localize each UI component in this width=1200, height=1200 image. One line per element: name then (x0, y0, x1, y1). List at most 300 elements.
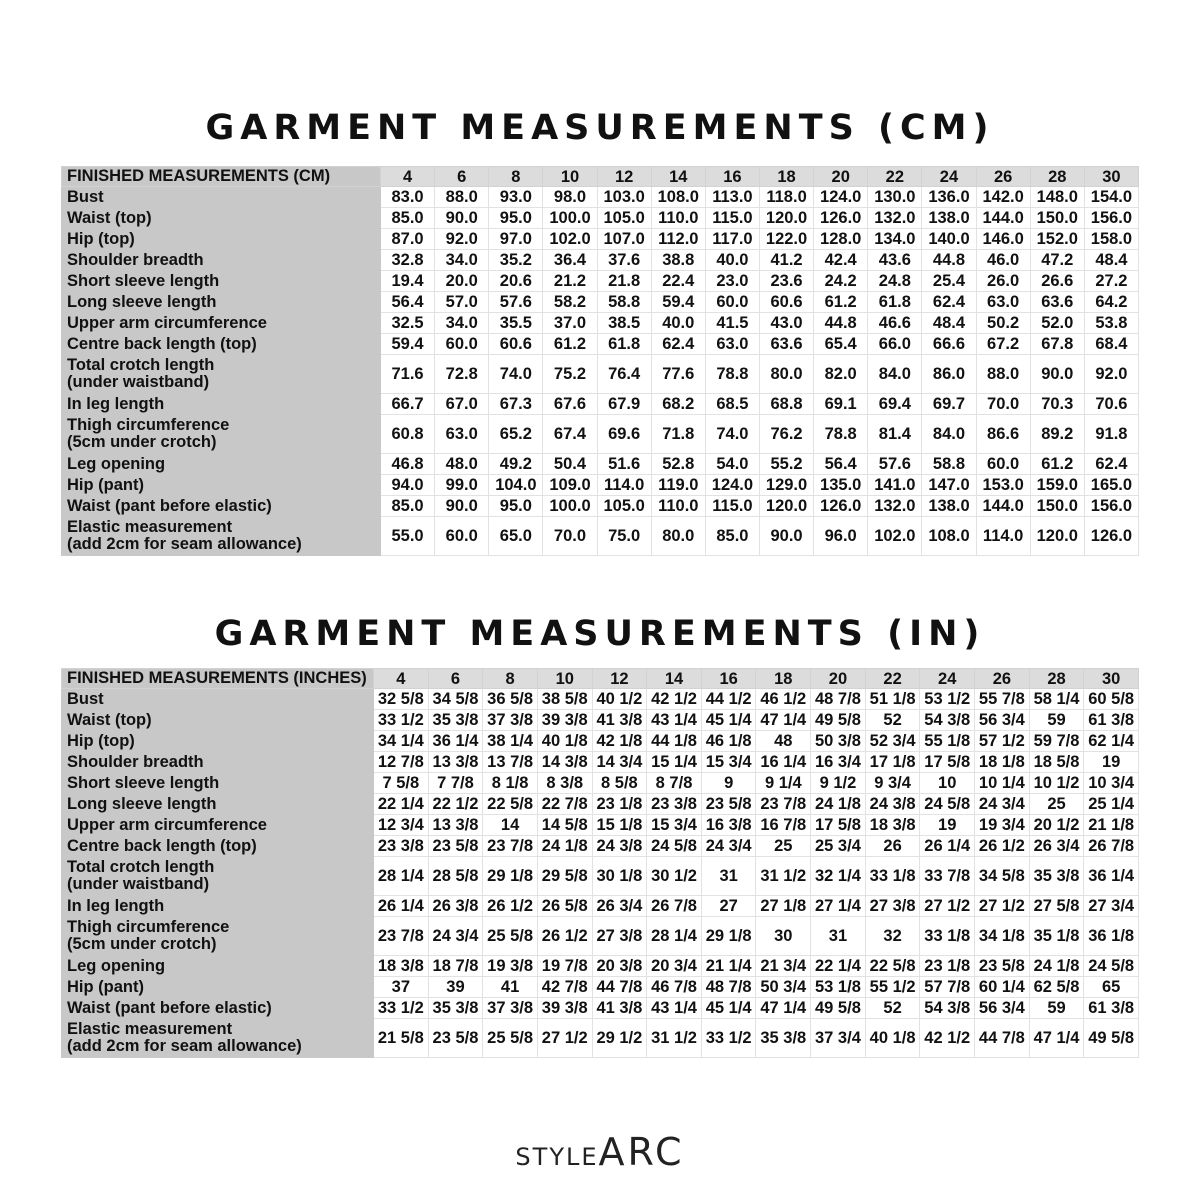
measurement-cell: 61.8 (597, 334, 651, 355)
measurement-cell: 22 5/8 (865, 956, 920, 977)
measurement-cell: 70.3 (1030, 394, 1084, 415)
measurement-cell: 136.0 (922, 187, 976, 208)
measurement-cell: 15 3/4 (647, 815, 702, 836)
measurement-cell: 118.0 (759, 187, 813, 208)
measurement-cell: 68.2 (651, 394, 705, 415)
measurement-cell: 7 5/8 (374, 773, 429, 794)
measurement-cell: 26 1/2 (975, 836, 1030, 857)
measurement-cell: 27 3/8 (865, 896, 920, 917)
row-label (62, 517, 381, 556)
measurement-cell: 28 5/8 (428, 857, 483, 896)
measurement-cell: 44 1/2 (701, 689, 756, 710)
measurement-cell: 122.0 (759, 229, 813, 250)
measurement-cell: 37.0 (543, 313, 597, 334)
measurement-cell: 44 7/8 (975, 1019, 1030, 1058)
measurement-cell: 60.6 (489, 334, 543, 355)
measurement-cell: 21 3/4 (756, 956, 811, 977)
measurement-cell: 68.8 (759, 394, 813, 415)
row-label (62, 836, 374, 857)
measurement-cell: 42 1/2 (920, 1019, 975, 1058)
measurement-cell: 37 (374, 977, 429, 998)
row-label (62, 208, 381, 229)
table-row (62, 998, 1139, 1019)
measurement-cell: 40 1/8 (865, 1019, 920, 1058)
measurement-cell: 26.0 (976, 271, 1030, 292)
measurement-cell: 20 3/8 (592, 956, 647, 977)
table-row (62, 415, 1139, 454)
size-header-cell: 12 (592, 669, 647, 689)
measurement-cell: 25.4 (922, 271, 976, 292)
row-label (62, 956, 374, 977)
measurement-cell: 96.0 (814, 517, 868, 556)
measurement-cell: 33 1/2 (701, 1019, 756, 1058)
size-header-cell: 22 (865, 669, 920, 689)
measurement-cell: 23 1/8 (920, 956, 975, 977)
measurement-cell: 33 1/8 (865, 857, 920, 896)
measurement-cell: 31 (811, 917, 866, 956)
measurement-cell: 124.0 (814, 187, 868, 208)
measurement-cell: 56 3/4 (975, 710, 1030, 731)
measurement-cell: 19 (920, 815, 975, 836)
measurement-cell: 21 5/8 (374, 1019, 429, 1058)
measurement-cell: 50 3/8 (811, 731, 866, 752)
measurement-cell: 52 3/4 (865, 731, 920, 752)
row-label-subtext: (add 2cm for seam allowance) (67, 535, 302, 553)
measurement-cell: 31 1/2 (756, 857, 811, 896)
measurement-cell: 74.0 (705, 415, 759, 454)
measurement-cell: 117.0 (705, 229, 759, 250)
row-label-text: Hip (top) (67, 731, 135, 750)
measurement-cell: 38.8 (651, 250, 705, 271)
measurement-cell: 27 1/8 (756, 896, 811, 917)
row-label-subtext: (add 2cm for seam allowance) (67, 1037, 302, 1055)
row-label-subtext: (under waistband) (67, 373, 210, 391)
measurement-cell: 26 1/4 (920, 836, 975, 857)
measurement-cell: 31 1/2 (647, 1019, 702, 1058)
measurement-cell: 61 3/8 (1084, 998, 1139, 1019)
table-row (62, 355, 1139, 394)
measurement-cell: 40 1/8 (537, 731, 592, 752)
measurement-cell: 99.0 (435, 475, 489, 496)
measurement-cell: 8 3/8 (537, 773, 592, 794)
measurement-cell: 8 1/8 (483, 773, 538, 794)
measurement-cell: 36 1/8 (1084, 917, 1139, 956)
measurement-cell: 132.0 (868, 496, 922, 517)
measurement-cell: 86.0 (922, 355, 976, 394)
measurement-cell: 120.0 (1030, 517, 1084, 556)
measurement-cell: 28 1/4 (374, 857, 429, 896)
measurement-cell: 52 (865, 710, 920, 731)
measurement-cell: 144.0 (976, 208, 1030, 229)
table-row (62, 710, 1139, 731)
measurement-cell: 24 3/8 (592, 836, 647, 857)
measurement-cell: 66.6 (922, 334, 976, 355)
measurement-cell: 25 3/4 (811, 836, 866, 857)
measurement-cell: 60.6 (759, 292, 813, 313)
row-label-text: In leg length (67, 394, 165, 413)
measurement-cell: 57.6 (868, 454, 922, 475)
measurement-cell: 115.0 (705, 496, 759, 517)
measurement-cell: 36 5/8 (483, 689, 538, 710)
measurement-cell: 26 5/8 (537, 896, 592, 917)
measurement-cell: 110.0 (651, 496, 705, 517)
measurement-cell: 29 1/2 (592, 1019, 647, 1058)
measurement-cell: 34 5/8 (975, 857, 1030, 896)
row-label-text: Short sleeve length (67, 271, 220, 290)
measurement-cell: 50.4 (543, 454, 597, 475)
measurement-cell: 24 5/8 (920, 794, 975, 815)
measurement-cell: 124.0 (705, 475, 759, 496)
measurement-cell: 78.8 (814, 415, 868, 454)
row-label (62, 415, 381, 454)
measurement-cell: 57.6 (489, 292, 543, 313)
row-label (62, 689, 374, 710)
measurement-cell: 9 3/4 (865, 773, 920, 794)
measurement-cell: 7 7/8 (428, 773, 483, 794)
measurement-cell: 29 1/8 (483, 857, 538, 896)
measurement-cell: 126.0 (814, 208, 868, 229)
table-row (62, 773, 1139, 794)
measurement-cell: 42 1/2 (647, 689, 702, 710)
measurement-cell: 45 1/4 (701, 710, 756, 731)
measurement-cell: 24.8 (868, 271, 922, 292)
row-label-text: Hip (pant) (67, 475, 144, 494)
measurement-cell: 58.8 (597, 292, 651, 313)
row-label-text: Long sleeve length (67, 794, 217, 813)
size-header-cell: 10 (543, 167, 597, 187)
measurement-cell: 113.0 (705, 187, 759, 208)
measurement-cell: 52.8 (651, 454, 705, 475)
measurement-cell: 37 3/8 (483, 710, 538, 731)
measurement-cell: 25 5/8 (483, 917, 538, 956)
size-header-cell: 20 (811, 669, 866, 689)
measurement-cell: 55 1/2 (865, 977, 920, 998)
size-header-cell: 26 (975, 669, 1030, 689)
measurement-cell: 32.5 (381, 313, 435, 334)
measurement-cell: 16 1/4 (756, 752, 811, 773)
measurement-cell: 10 3/4 (1084, 773, 1139, 794)
measurement-cell: 18 3/8 (865, 815, 920, 836)
measurement-cell: 55 7/8 (975, 689, 1030, 710)
measurement-cell: 153.0 (976, 475, 1030, 496)
measurement-cell: 156.0 (1084, 496, 1138, 517)
measurement-cell: 48 7/8 (811, 689, 866, 710)
measurement-cell: 67.4 (543, 415, 597, 454)
measurement-cell: 120.0 (759, 496, 813, 517)
measurement-cell: 130.0 (868, 187, 922, 208)
row-label (62, 187, 381, 208)
measurement-cell: 18 5/8 (1029, 752, 1084, 773)
measurement-cell: 62.4 (922, 292, 976, 313)
measurement-cell: 26 1/4 (374, 896, 429, 917)
measurement-cell: 26 3/8 (428, 896, 483, 917)
measurement-cell: 67.2 (976, 334, 1030, 355)
measurement-cell: 61.8 (868, 292, 922, 313)
measurement-cell: 88.0 (976, 355, 1030, 394)
cm-section-title: GARMENT MEASUREMENTS (CM) (205, 108, 995, 148)
measurement-cell: 141.0 (868, 475, 922, 496)
measurement-cell: 60.0 (435, 517, 489, 556)
table-row (62, 836, 1139, 857)
measurement-cell: 33 7/8 (920, 857, 975, 896)
measurement-cell: 90.0 (435, 496, 489, 517)
measurement-cell: 19 7/8 (537, 956, 592, 977)
measurement-cell: 21 1/8 (1084, 815, 1139, 836)
row-label (62, 998, 374, 1019)
measurement-cell: 147.0 (922, 475, 976, 496)
measurement-cell: 47 1/4 (1029, 1019, 1084, 1058)
measurement-cell: 63.0 (435, 415, 489, 454)
measurement-cell: 46.8 (381, 454, 435, 475)
measurement-cell: 33 1/8 (920, 917, 975, 956)
row-label (62, 815, 374, 836)
measurement-cell: 14 5/8 (537, 815, 592, 836)
size-header-cell: 28 (1030, 167, 1084, 187)
measurement-cell: 48 7/8 (701, 977, 756, 998)
measurement-cell: 80.0 (759, 355, 813, 394)
measurement-cell: 16 7/8 (756, 815, 811, 836)
row-label-text: Waist (pant before elastic) (67, 998, 272, 1017)
measurement-cell: 23 1/8 (592, 794, 647, 815)
measurement-cell: 129.0 (759, 475, 813, 496)
measurement-cell: 39 3/8 (537, 998, 592, 1019)
measurement-cell: 60.0 (435, 334, 489, 355)
measurement-cell: 42 7/8 (537, 977, 592, 998)
row-label-text: In leg length (67, 896, 165, 915)
size-header-cell: 26 (976, 167, 1030, 187)
measurement-cell: 15 1/8 (592, 815, 647, 836)
measurement-cell: 63.0 (705, 334, 759, 355)
measurement-cell: 21.8 (597, 271, 651, 292)
measurement-cell: 12 3/4 (374, 815, 429, 836)
measurement-cell: 48.4 (922, 313, 976, 334)
measurement-cell: 76.4 (597, 355, 651, 394)
measurement-cell: 13 7/8 (483, 752, 538, 773)
measurement-cell: 52 (865, 998, 920, 1019)
table-row (62, 815, 1139, 836)
measurement-cell: 24 3/8 (865, 794, 920, 815)
measurement-cell: 95.0 (489, 496, 543, 517)
measurement-cell: 25 (1029, 794, 1084, 815)
measurement-cell: 24 1/8 (537, 836, 592, 857)
measurement-cell: 92.0 (1084, 355, 1138, 394)
measurement-cell: 32 1/4 (811, 857, 866, 896)
row-label (62, 917, 374, 956)
measurement-cell: 32.8 (381, 250, 435, 271)
brand-logo-style: STYLE (515, 1143, 599, 1171)
measurement-cell: 54 3/8 (920, 998, 975, 1019)
measurement-cell: 9 1/2 (811, 773, 866, 794)
measurement-cell: 44.8 (814, 313, 868, 334)
measurement-cell: 16 3/8 (701, 815, 756, 836)
measurement-cell: 63.6 (759, 334, 813, 355)
measurement-cell: 154.0 (1084, 187, 1138, 208)
measurement-cell: 47 1/4 (756, 710, 811, 731)
measurement-cell: 51 1/8 (865, 689, 920, 710)
measurement-cell: 138.0 (922, 208, 976, 229)
measurement-cell: 10 1/2 (1029, 773, 1084, 794)
row-label-subtext: (5cm under crotch) (67, 935, 217, 953)
measurement-cell: 86.6 (976, 415, 1030, 454)
measurement-cell: 44 1/8 (647, 731, 702, 752)
measurement-cell: 53 1/8 (811, 977, 866, 998)
measurement-cell: 78.8 (705, 355, 759, 394)
measurement-cell: 62.4 (651, 334, 705, 355)
measurement-cell: 35 3/8 (428, 710, 483, 731)
measurement-cell: 85.0 (381, 208, 435, 229)
measurement-cell: 34 1/4 (374, 731, 429, 752)
row-label-text: Bust (67, 689, 104, 708)
measurement-cell: 67.3 (489, 394, 543, 415)
measurement-cell: 23 5/8 (975, 956, 1030, 977)
measurement-cell: 66.7 (381, 394, 435, 415)
measurement-cell: 42 1/8 (592, 731, 647, 752)
measurement-cell: 71.6 (381, 355, 435, 394)
measurement-cell: 19 (1084, 752, 1139, 773)
measurement-cell: 22 1/4 (811, 956, 866, 977)
measurement-cell: 49 5/8 (1084, 1019, 1139, 1058)
measurement-cell: 104.0 (489, 475, 543, 496)
measurement-cell: 156.0 (1084, 208, 1138, 229)
measurement-cell: 9 1/4 (756, 773, 811, 794)
measurement-cell: 70.6 (1084, 394, 1138, 415)
measurement-cell: 59 7/8 (1029, 731, 1084, 752)
measurement-cell: 26 3/4 (1029, 836, 1084, 857)
measurement-cell: 13 3/8 (428, 752, 483, 773)
row-label (62, 394, 381, 415)
measurement-cell: 24.2 (814, 271, 868, 292)
measurement-cell: 67.0 (435, 394, 489, 415)
measurement-cell: 27 3/8 (592, 917, 647, 956)
measurement-cell: 159.0 (1030, 475, 1084, 496)
measurement-cell: 132.0 (868, 208, 922, 229)
measurement-cell: 60.8 (381, 415, 435, 454)
measurement-cell: 56.4 (814, 454, 868, 475)
row-label-text: Elastic measurement (67, 518, 233, 536)
table-row (62, 956, 1139, 977)
measurement-cell: 23 5/8 (428, 836, 483, 857)
row-label (62, 1019, 374, 1058)
measurement-cell: 17 1/8 (865, 752, 920, 773)
measurement-cell: 41.2 (759, 250, 813, 271)
measurement-cell: 19 3/4 (975, 815, 1030, 836)
row-label (62, 271, 381, 292)
measurement-cell: 140.0 (922, 229, 976, 250)
table-row (62, 517, 1139, 556)
size-header-cell: 24 (920, 669, 975, 689)
measurement-cell: 24 1/8 (1029, 956, 1084, 977)
measurement-cell: 65.0 (489, 517, 543, 556)
measurement-cell: 21.2 (543, 271, 597, 292)
measurement-cell: 32 5/8 (374, 689, 429, 710)
measurement-cell: 27 (701, 896, 756, 917)
measurement-cell: 35.5 (489, 313, 543, 334)
measurement-cell: 34.0 (435, 250, 489, 271)
measurement-cell: 100.0 (543, 208, 597, 229)
size-header-cell: 30 (1084, 167, 1138, 187)
measurement-cell: 112.0 (651, 229, 705, 250)
measurement-cell: 39 3/8 (537, 710, 592, 731)
row-label (62, 794, 374, 815)
measurement-cell: 100.0 (543, 496, 597, 517)
row-label-text: Waist (top) (67, 208, 152, 227)
measurement-cell: 108.0 (922, 517, 976, 556)
measurement-cell: 128.0 (814, 229, 868, 250)
measurement-cell: 41 3/8 (592, 710, 647, 731)
measurement-cell: 98.0 (543, 187, 597, 208)
row-label (62, 250, 381, 271)
measurement-cell: 59 (1029, 710, 1084, 731)
row-label-text: Thigh circumference (67, 918, 230, 936)
measurement-cell: 22.4 (651, 271, 705, 292)
measurement-cell: 24 3/4 (428, 917, 483, 956)
measurement-cell: 8 7/8 (647, 773, 702, 794)
measurement-cell: 109.0 (543, 475, 597, 496)
measurement-cell: 41.5 (705, 313, 759, 334)
measurement-cell: 62 1/4 (1084, 731, 1139, 752)
measurement-cell: 53 1/2 (920, 689, 975, 710)
measurement-cell: 26.6 (1030, 271, 1084, 292)
table-row (62, 977, 1139, 998)
measurement-cell: 69.7 (922, 394, 976, 415)
measurement-cell: 25 5/8 (483, 1019, 538, 1058)
measurement-cell: 59 (1029, 998, 1084, 1019)
measurement-cell: 41 3/8 (592, 998, 647, 1019)
measurement-cell: 90.0 (1030, 355, 1084, 394)
measurement-cell: 105.0 (597, 496, 651, 517)
measurement-cell: 93.0 (489, 187, 543, 208)
row-label (62, 710, 374, 731)
measurement-cell: 9 (701, 773, 756, 794)
measurement-cell: 150.0 (1030, 208, 1084, 229)
measurement-cell: 50.2 (976, 313, 1030, 334)
measurement-cell: 27 5/8 (1029, 896, 1084, 917)
measurement-cell: 65.4 (814, 334, 868, 355)
measurement-cell: 47.2 (1030, 250, 1084, 271)
measurement-cell: 114.0 (976, 517, 1030, 556)
row-label-text: Centre back length (top) (67, 836, 257, 855)
measurement-cell: 126.0 (814, 496, 868, 517)
row-label-text: Total crotch length (67, 858, 215, 876)
measurement-cell: 134.0 (868, 229, 922, 250)
measurement-cell: 46.6 (868, 313, 922, 334)
measurement-cell: 35 3/8 (428, 998, 483, 1019)
measurement-cell: 83.0 (381, 187, 435, 208)
row-label (62, 229, 381, 250)
measurement-cell: 84.0 (922, 415, 976, 454)
measurement-cell: 14 3/8 (537, 752, 592, 773)
table-row (62, 334, 1139, 355)
measurement-cell: 27 1/4 (811, 896, 866, 917)
row-label (62, 313, 381, 334)
size-header-cell: 20 (814, 167, 868, 187)
measurement-cell: 27 1/2 (975, 896, 1030, 917)
measurement-cell: 23 7/8 (483, 836, 538, 857)
measurement-cell: 146.0 (976, 229, 1030, 250)
measurement-cell: 102.0 (543, 229, 597, 250)
measurement-cell: 97.0 (489, 229, 543, 250)
measurement-cell: 67.8 (1030, 334, 1084, 355)
size-header-cell: 4 (381, 167, 435, 187)
measurement-cell: 58.8 (922, 454, 976, 475)
measurement-cell: 36.4 (543, 250, 597, 271)
row-label-text: Waist (pant before elastic) (67, 496, 272, 515)
measurement-cell: 80.0 (651, 517, 705, 556)
table-row (62, 475, 1139, 496)
table-row (62, 229, 1139, 250)
measurement-cell: 92.0 (435, 229, 489, 250)
measurement-cell: 71.8 (651, 415, 705, 454)
